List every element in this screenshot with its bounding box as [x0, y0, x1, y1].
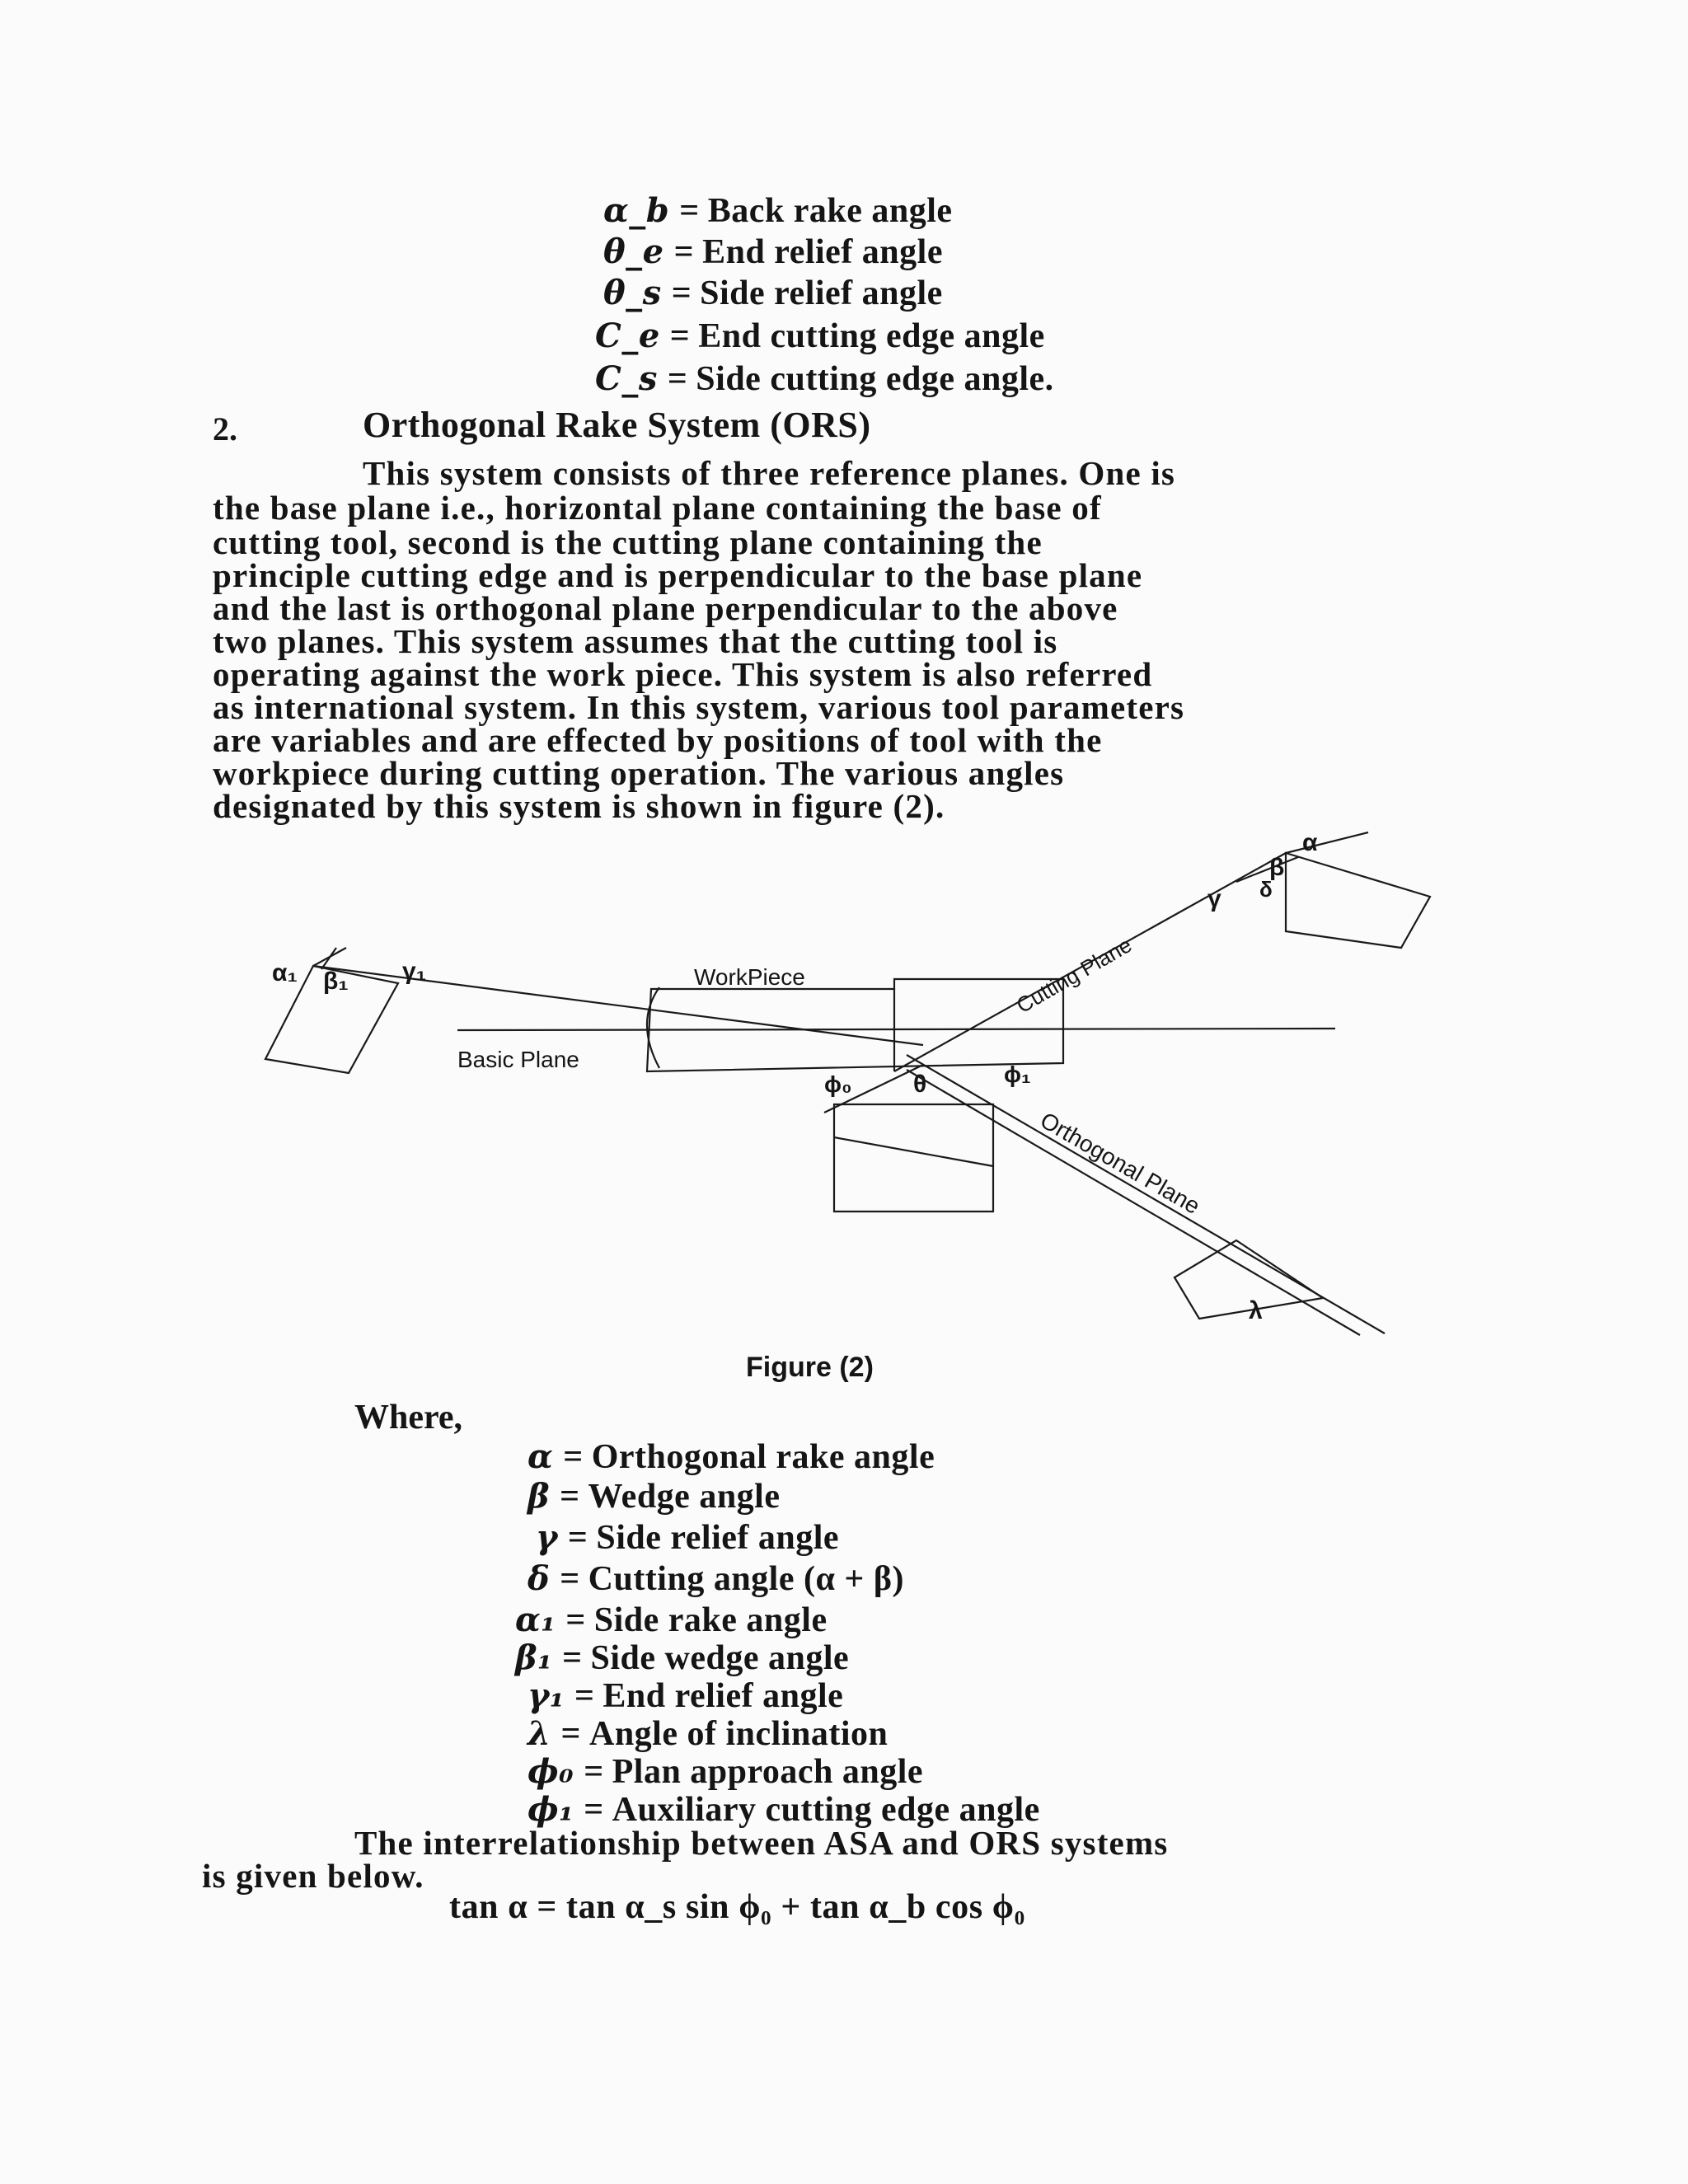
- paragraph-line: designated by this system is shown in figure (2).: [213, 787, 945, 825]
- where-label: Where,: [354, 1399, 463, 1436]
- label-cutting-plane: Cutting Plane: [1012, 932, 1137, 1019]
- definition-symbol: C_s: [595, 359, 658, 398]
- definition-text: Side relief angle: [700, 274, 943, 312]
- definition-text: Back rake angle: [707, 192, 953, 230]
- basic-plane-line: [457, 1029, 1335, 1030]
- label-alpha1: α₁: [272, 959, 298, 987]
- orthogonal-plane-line-2: [907, 1070, 1360, 1335]
- label-beta1: β₁: [323, 968, 349, 995]
- definition-side-cutting-edge: C_s = Side cutting edge angle.: [595, 359, 1054, 398]
- bottom-tool-edge: [834, 1137, 993, 1166]
- definition-symbol: ϕ₁: [528, 1790, 574, 1829]
- paragraph-line: are variables and are effected by positions of tool with the: [213, 721, 1103, 759]
- label-phi0: ϕ₀: [824, 1071, 852, 1097]
- definition-side-rake: α₁ = Side rake angle: [515, 1601, 828, 1639]
- definition-symbol: α: [528, 1437, 554, 1476]
- definition-text: Wedge angle: [588, 1478, 781, 1516]
- definition-text: Side rake angle: [593, 1601, 828, 1639]
- paragraph-line: as international system. In this system, various tool parameters: [213, 688, 1185, 726]
- definition-symbol: ϕ₀: [528, 1752, 574, 1791]
- definition-end-cutting-edge: C_e = End cutting edge angle: [595, 316, 1045, 355]
- definition-cutting-angle: δ = Cutting angle (α + β): [528, 1559, 904, 1598]
- definition-symbol: λ: [528, 1714, 551, 1753]
- paragraph-line: two planes. This system assumes that the cutting tool is: [213, 622, 1058, 660]
- label-phi1: ϕ₁: [1004, 1062, 1031, 1087]
- definition-text: Cutting angle (α + β): [588, 1560, 904, 1598]
- definition-side-relief: θ_s = Side relief angle: [603, 274, 943, 312]
- definition-symbol: α₁: [515, 1601, 556, 1639]
- definition-symbol: β₁: [515, 1638, 553, 1677]
- left-angle-ray: [321, 948, 336, 969]
- definition-symbol: γ: [536, 1518, 558, 1557]
- label-delta: δ: [1259, 877, 1273, 902]
- definition-side-relief-ors: γ = Side relief angle: [536, 1518, 840, 1557]
- definition-text: End relief angle: [603, 1677, 844, 1715]
- definition-symbol: β: [528, 1477, 551, 1516]
- workpiece-outline: [647, 979, 1063, 1071]
- tool-angle-diagram: [0, 824, 1688, 1368]
- section-number: 2.: [213, 410, 237, 448]
- definition-auxiliary-cutting-edge: ϕ₁ = Auxiliary cutting edge angle: [528, 1790, 1040, 1829]
- definition-text: Auxiliary cutting edge angle: [612, 1791, 1040, 1829]
- definition-text: Plan approach angle: [612, 1753, 924, 1791]
- definition-side-wedge: β₁ = Side wedge angle: [515, 1638, 850, 1677]
- definition-wedge: β = Wedge angle: [528, 1477, 781, 1516]
- paragraph-line: the base plane i.e., horizontal plane containing the base of: [213, 489, 1102, 527]
- label-workpiece: WorkPiece: [694, 964, 805, 990]
- closing-line-1: The interrelationship between ASA and ORS systems: [354, 1824, 1169, 1862]
- definition-symbol: δ: [528, 1559, 551, 1598]
- definition-symbol: C_e: [595, 316, 660, 355]
- label-theta: θ: [913, 1071, 927, 1098]
- paragraph-line: operating against the work piece. This system is also referred: [213, 655, 1153, 693]
- closing-line-2: is given below.: [202, 1857, 424, 1895]
- label-beta: β: [1269, 854, 1285, 881]
- definition-text: Orthogonal rake angle: [591, 1438, 935, 1476]
- bottom-tool-body: [834, 1104, 993, 1212]
- definition-symbol: θ_e: [603, 232, 664, 271]
- paragraph-line: principle cutting edge and is perpendicular to the base plane: [213, 556, 1143, 594]
- definition-symbol: θ_s: [603, 274, 662, 312]
- label-lambda: λ: [1249, 1297, 1263, 1324]
- definition-symbol: γ₁: [528, 1676, 565, 1715]
- definition-text: End relief angle: [702, 233, 943, 271]
- definition-end-relief-ors: γ₁ = End relief angle: [528, 1676, 844, 1715]
- label-orthogonal-plane: Orthogonal Plane: [1036, 1107, 1205, 1220]
- label-gamma: γ: [1207, 885, 1221, 912]
- label-basic-plane: Basic Plane: [457, 1047, 579, 1072]
- definition-text: End cutting edge angle: [698, 317, 1045, 355]
- definition-text: Angle of inclination: [588, 1715, 889, 1753]
- label-gamma1: γ₁: [402, 958, 427, 985]
- relationship-formula: tan α = tan α_s sin ϕ₀ + tan α_b cos ϕ₀: [449, 1888, 1025, 1926]
- definition-symbol: α_b: [603, 191, 670, 230]
- label-alpha: α: [1302, 829, 1318, 856]
- definition-end-relief: θ_e = End relief angle: [603, 232, 943, 271]
- top-right-angle-ray: [1286, 832, 1368, 853]
- definition-text: Side wedge angle: [590, 1639, 850, 1677]
- definition-plan-approach: ϕ₀ = Plan approach angle: [528, 1752, 924, 1791]
- definition-orthogonal-rake: α = Orthogonal rake angle: [528, 1437, 935, 1476]
- figure-caption: Figure (2): [746, 1352, 874, 1383]
- definition-inclination: λ = Angle of inclination: [528, 1714, 889, 1753]
- section-title: Orthogonal Rake System (ORS): [363, 405, 871, 445]
- paragraph-line: cutting tool, second is the cutting plane containing the: [213, 523, 1043, 561]
- paragraph-line: This system consists of three reference planes. One is: [363, 454, 1176, 492]
- definition-text: Side cutting edge angle.: [696, 360, 1054, 398]
- top-right-tool-body: [1286, 853, 1430, 948]
- paragraph-line: and the last is orthogonal plane perpendicular to the above: [213, 589, 1118, 627]
- paragraph-line: workpiece during cutting operation. The various angles: [213, 754, 1065, 792]
- definition-back-rake: α_b = Back rake angle: [603, 191, 953, 230]
- definition-text: Side relief angle: [596, 1519, 840, 1557]
